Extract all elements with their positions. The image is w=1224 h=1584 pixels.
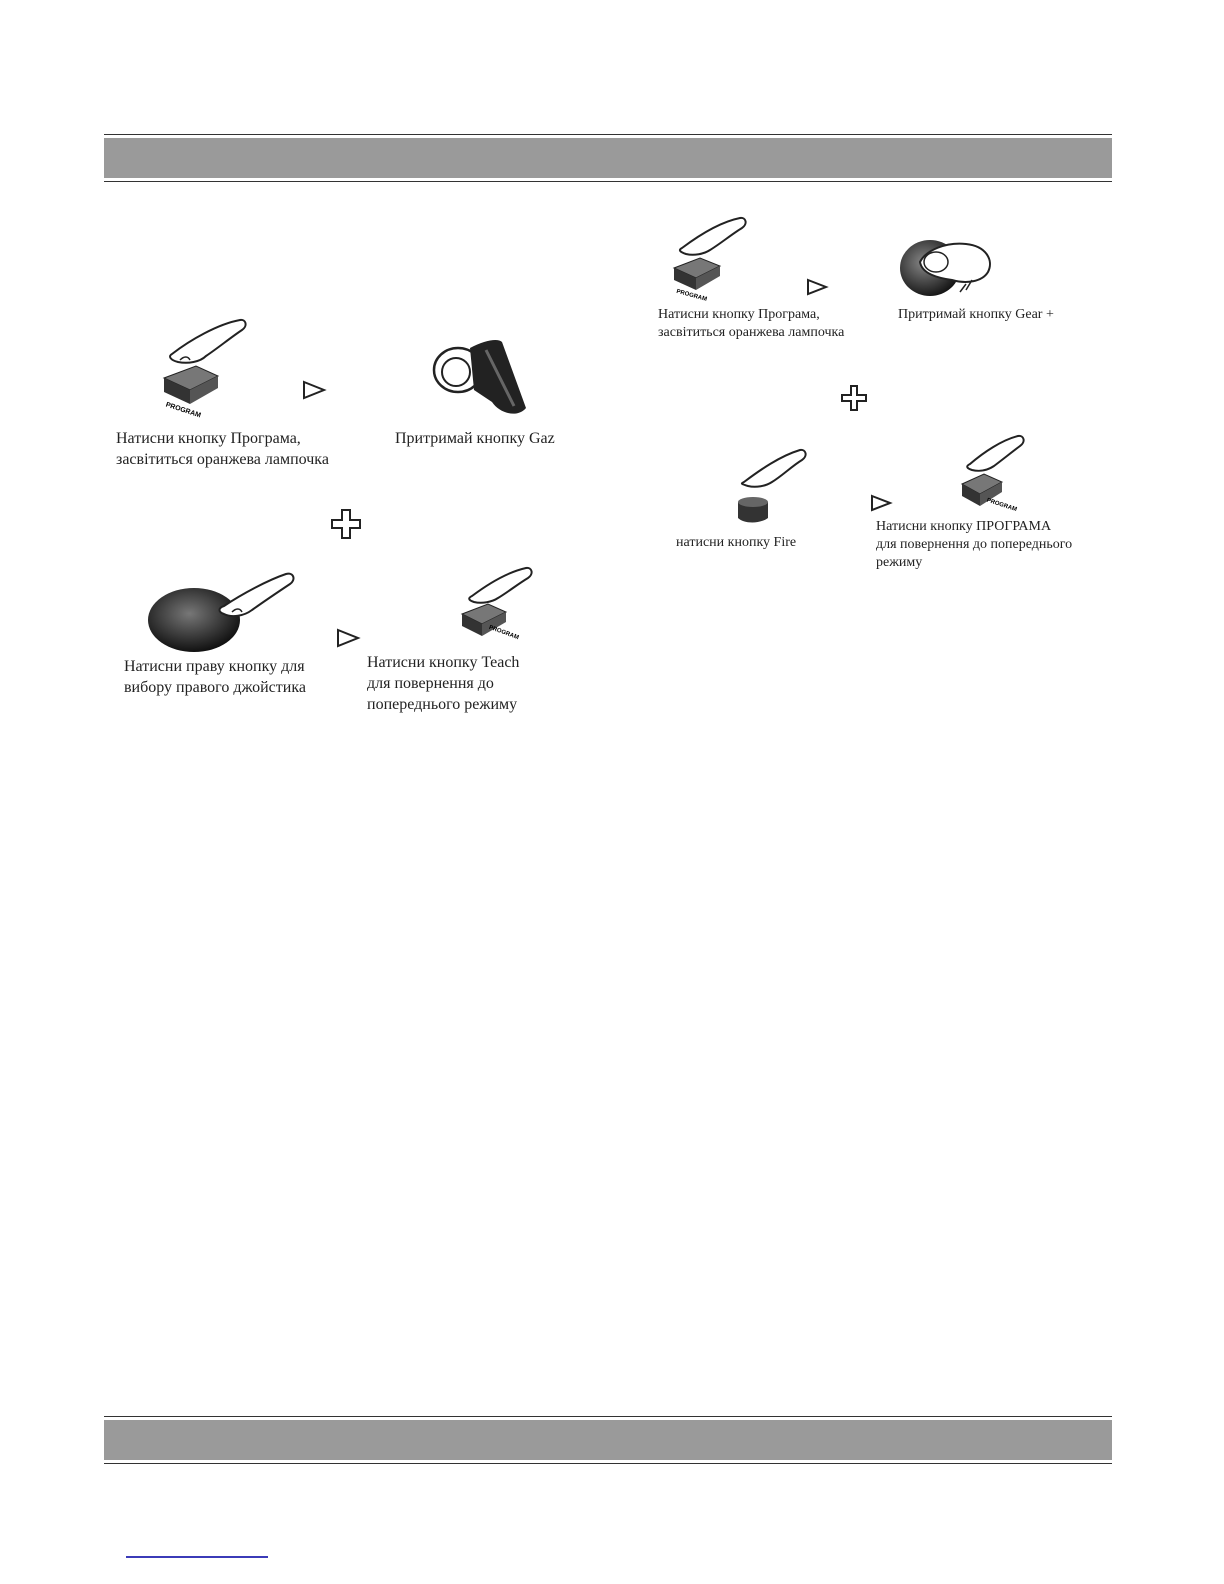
program-label: PROGRAM — [487, 624, 520, 642]
plus-icon — [840, 384, 868, 412]
program-label: PROGRAM — [985, 497, 1018, 514]
gear-button-press-icon — [896, 232, 996, 302]
finger-press-program-icon — [670, 216, 766, 302]
footer-fill — [104, 1420, 1112, 1460]
finger-press-program-icon — [958, 434, 1038, 514]
right-step3-caption: натисни кнопку Fire — [676, 535, 797, 550]
header-fill — [104, 138, 1112, 178]
triangle-arrow-icon — [302, 380, 326, 400]
gaz-throttle-icon — [430, 336, 530, 420]
left-step3-caption: Натисни праву кнопку для вибору правого джойстика — [124, 658, 306, 696]
right-step1-caption: Натисни кнопку Програма, засвітиться оранжева лампочка — [658, 307, 845, 340]
left-step2-caption: Притримай кнопку Gaz — [395, 430, 555, 447]
program-label: PROGRAM — [164, 401, 202, 420]
footer-link-underline[interactable] — [126, 1556, 268, 1558]
triangle-arrow-icon — [336, 628, 360, 648]
finger-press-program-icon — [458, 566, 548, 646]
right-step2-caption: Притримай кнопку Gear + — [898, 307, 1054, 322]
footer-band — [104, 1416, 1112, 1464]
finger-press-fire-icon — [734, 448, 824, 528]
program-label: PROGRAM — [675, 288, 708, 303]
triangle-arrow-icon — [806, 278, 828, 296]
right-step4-caption: Натисни кнопку ПРОГРАМА для повернення до попереднього режиму — [876, 519, 1073, 570]
plus-icon — [330, 508, 362, 540]
finger-press-program-icon — [160, 318, 270, 418]
triangle-arrow-icon — [870, 494, 892, 512]
round-button-press-icon — [146, 566, 316, 656]
header-band — [104, 134, 1112, 182]
left-step1-caption: Натисни кнопку Програма, засвітиться оранжева лампочка — [116, 430, 329, 468]
left-step4-caption: Натисни кнопку Teach для повернення до попереднього режиму — [367, 654, 520, 713]
